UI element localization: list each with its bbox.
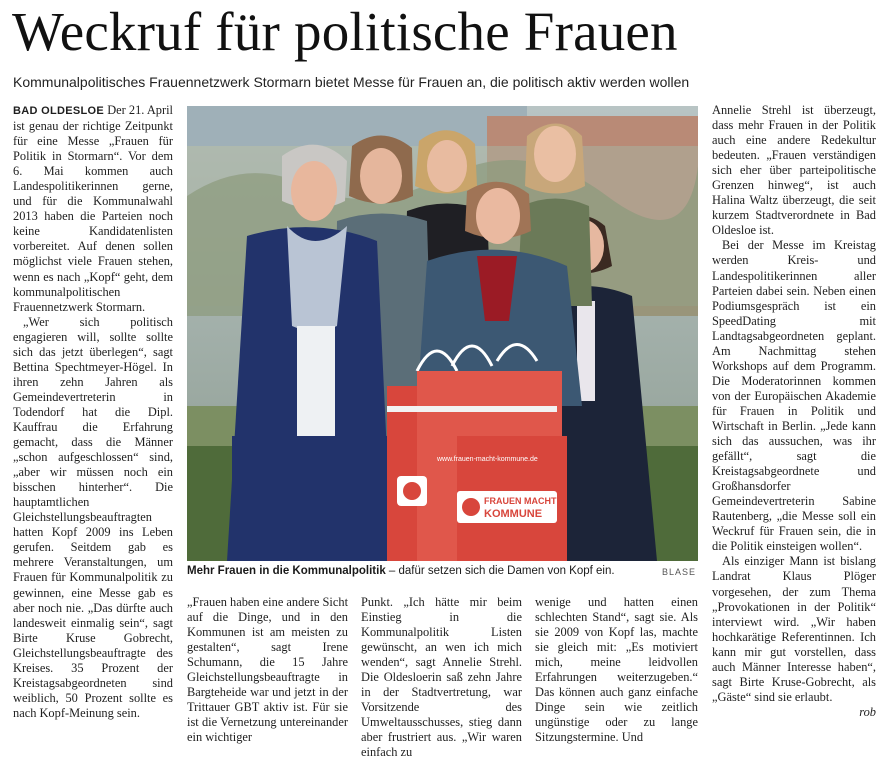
caption-rest: – dafür setzen sich die Damen von Kopf ein. [385,565,615,577]
subheadline: Kommunalpolitisches Frauennetzwerk Stormarn bietet Messe für Frauen an, die politisch aktiv werden wollen [13,74,690,90]
caption-bold: Mehr Frauen in die Kommunalpolitik [187,565,386,577]
bag-text-1: FRAUEN MACHT [484,496,557,506]
column-3 [361,595,522,761]
paragraph: „Frauen haben eine andere Sicht auf die Dinge, und in den Kommunen ist am meisten zu gestalten“, sagt Irene Schumann, die 15 Jahre Gleichstellungsbeauftragte in Bargteheide war und jetzt in der Trittauer GBT aktiv ist. Für sie ist die Vernetzung untereinander ein wichtiger [187,595,349,745]
paragraph: Als einziger Mann ist bislang Landrat Klaus Plöger vorgesehen, der zum Thema „Provokationen in der Politik“ interviewt wird. „Wir haben hochkarätige Referentinnen. Ich kann mir gut vorstellen, dass auch Männer Interesse haben“, sagt Birte Kruse-Gobrecht, als „Gäste“ sind sie erlaubt. [712,554,876,704]
author-initials: rob [859,704,876,719]
bag-text-2: KOMMUNE [484,508,543,520]
article-photo [187,106,698,561]
paragraph: „Wer sich politisch engagieren will, sollte sollte sich das jetzt überlegen“, sagt Bettina Spechtmeyer-Högel. In ihren zehn Jahren als Gemeindevertreterin in Todendorf hat die Dipl. Kauffrau die Erfahrung gemacht, dass die Männer „schon aufgeschlossen“ sind, „aber wir müssen noch ein bisschen hinterher“. Die hauptamtlichen Gleichstellungsbeauftragten hatten Kopf 2009 ins Leben gerufen. Seitdem gab es mehrere Veranstaltungen, um Frauen für Kommunalpolitik zu gewinnen, eine Messe gab es aber noch nie. „Das dürfte auch landesweit einmalig sein“, sagt Birte Kruse Gobrecht, Gleichstellungsbeauftragte des Kreises. 35 Prozent der Kreistagsabgeordneten sind weiblich, 50 Prozent sollte es nach Kopf-Meinung sein. [13,314,173,720]
paragraph: Bei der Messe im Kreistag werden Kreis- und Landespolitikerinnen aller Parteien dabei sein. Neben einen Podiumsgespräch ist ein SpeedDating mit Landtagsabgeordneten geplant. Am Nachmittag stehen Workshops auf dem Programm. Die Moderatorinnen kommen von der Europäischen Akademie für Frauen in Politik und Wirtschaft in Berlin. „Jede kann sich das aussuchen, was ihr gefällt“, sagt die Kreistagsabgeordnete und Großhansdorfer Gemeindevertreterin Sabine Rautenberg, „die Messe soll ein Weckruf für Frauen sein, die in die Politik einsteigen wollen“. [712,238,876,554]
paragraph: wenige und hatten einen schlechten Stand“, sagt sie. Als sie 2009 von Kopf las, machte sie gleich mit: „Es motiviert mich, meine leidvollen Erfahrungen weiterzugeben.“ Das können auch ganz einfache Dinge sein wie zeitlich ungünstige oder zu lange Sitzungstermine. Und [535,595,698,745]
paragraph-text: Der 21. April ist genau der richtige Zeitpunkt für eine Messe „Frauen für Politik in Stormarn“. Vor dem 6. Mai kommen auch Landespolitikerinnen gerne, und für die Kommunalwahl 2013 haben die Parteien noch keine Kandidatenlisten vorbereitet. Auf denen sollen möglichst viele Frauen stehen, wenn es nach „Kopf“ geht, dem kommunalpolitischen Frauennetzwerk Stormarn. [13,103,173,314]
photo-caption [187,563,698,581]
photo-credit: BLASE [661,567,696,577]
column-5 [712,103,876,720]
bag-url: www.frauen-macht-kommune.de [437,456,538,463]
column-4 [535,595,698,745]
column-2 [187,595,348,745]
column-1 [13,103,173,721]
paragraph [13,103,173,315]
photo-illustration [187,106,698,561]
paragraph: Annelie Strehl ist überzeugt, dass mehr Frauen in der Politik auch eine andere Redekultur bedeuten. „Frauen verständigen sich eher über parteipolitische Grenzen hinweg“, ist auch Halina Waltz überzeugt, die seit kurzem Stadtverordnete in Bad Oldesloe ist. [712,103,876,238]
dateline: BAD OLDESLOE [13,105,105,117]
paragraph: Punkt. „Ich hätte mir beim Einstieg in die Kommunalpolitik Listen gewünscht, an wen ich mich wenden“, sagt Annelie Strehl. Die Oldesloerin saß zehn Jahre in der Stadtvertretung, war Vorsitzende des Umweltausschusses, stieg dann aber frustriert aus. „Wir waren einfach zu [361,595,522,760]
headline: Weckruf für politische Frauen [12,1,678,62]
